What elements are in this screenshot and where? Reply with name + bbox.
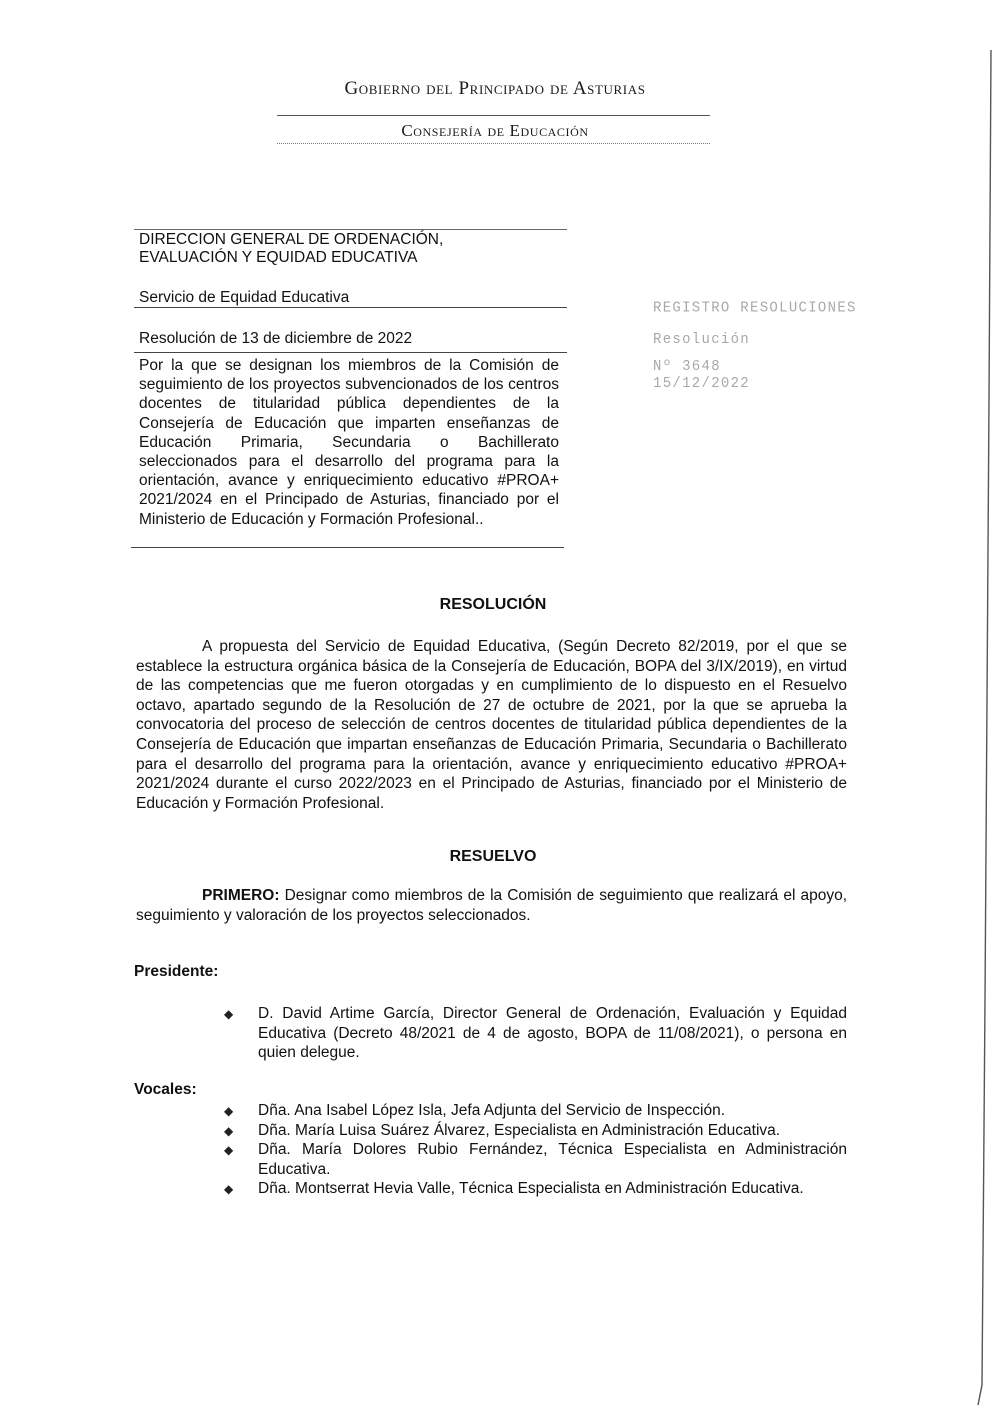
vocales-list [224, 1101, 847, 1199]
member-text: Dña. María Luisa Suárez Álvarez, Especialista en Administración Educativa. [258, 1121, 781, 1139]
service-name: Servicio de Equidad Educativa [139, 289, 350, 306]
resolution-date: Resolución de 13 de diciembre de 2022 [139, 330, 413, 347]
stamp-type: Resolución [653, 331, 751, 349]
president-label: Presidente: [134, 963, 219, 980]
intro-text: A propuesta del Servicio de Equidad Educativa, (Según Decreto 82/2019, por el que se establece la estructura orgánica básica de la Consejería de Educación, BOPA del 3/IX/2019), en virtud de las competencias que me fueron otorgadas y en cumplimiento de lo dispuesto en el Resuelvo octavo, apartado segundo de la Resolución de 27 de octubre de 2021, por la que se aprueba la convocatoria del proceso de selección de centros docentes de titularidad pública dependientes de la Consejería de Educación que impartan enseñanzas de Educación Primaria, Secundaria o Bachillerato para el desarrollo del programa para la orientación, avance y enriquecimiento educativo #PROA+ 2021/2024 durante el curso 2022/2023 en el Principado de Asturias, financiado por el Ministerio de Educación y Formación Profesional. [136, 638, 847, 812]
stamp-date: 15/12/2022 [653, 375, 751, 393]
header-rule [131, 547, 564, 548]
stamp-registry-label: REGISTRO RESOLUCIONES [653, 299, 857, 317]
letterhead-department: Consejería de Educación [401, 121, 589, 140]
letterhead-government: Gobierno del Principado de Asturias [344, 78, 646, 99]
vocales-label: Vocales: [134, 1081, 197, 1098]
header-rule [134, 352, 567, 353]
directorate-line: DIRECCION GENERAL DE ORDENACIÓN, [139, 231, 444, 248]
directorate-line: EVALUACIÓN Y EQUIDAD EDUCATIVA [139, 249, 418, 266]
heading-resuelvo: RESUELVO [449, 848, 537, 865]
header-rule [134, 307, 567, 308]
diamond-bullet-icon: ◆ [224, 1007, 234, 1021]
list-item [224, 1140, 847, 1179]
list-item [224, 1004, 847, 1063]
resolution-subject: Por la que se designan los miembros de la Comisión de seguimiento de los proyectos subvencionados de los centros docentes de titularidad pública dependientes de la Consejería de Educación que imparten enseñanzas de Educación Primaria, Secundaria o Bachillerato seleccionados para el desarrollo del programa para la orientación, avance y enriquecimiento educativo #PROA+ 2021/2024 en el Principado de Asturias, financiado por el Ministerio de Educación y Formación Profesional.. [139, 357, 559, 528]
list-item [224, 1121, 847, 1141]
diamond-bullet-icon: ◆ [224, 1143, 234, 1158]
diamond-bullet-icon: ◆ [224, 1123, 234, 1138]
letterhead-rule [277, 143, 710, 144]
diamond-bullet-icon: ◆ [224, 1182, 234, 1197]
stamp-number: Nº 3648 [653, 358, 721, 376]
header-rule [134, 229, 567, 230]
member-text: D. David Artime García, Director General de Ordenación, Evaluación y Equidad Educativa (Decreto 48/2021 de 4 de agosto, BOPA de 11/08/2021), o persona en quien delegue. [258, 1005, 847, 1062]
primero-text: Designar como miembros de la Comisión de seguimiento que realizará el apoyo, seguimiento y valoración de los proyectos seleccionados. [136, 887, 847, 924]
list-item [224, 1179, 847, 1199]
primero-label: PRIMERO: [202, 887, 280, 904]
directorate-name [139, 231, 569, 267]
member-text: Dña. Montserrat Hevia Valle, Técnica Especialista en Administración Educativa. [258, 1180, 804, 1198]
registry-stamp [653, 300, 857, 392]
president-list [224, 1004, 847, 1063]
heading-resolucion: RESOLUCIÓN [439, 596, 547, 613]
diamond-bullet-icon: ◆ [224, 1104, 234, 1118]
primero-paragraph [136, 886, 847, 925]
intro-paragraph [136, 637, 847, 813]
member-text: Dña. Ana Isabel López Isla, Jefa Adjunta del Servicio de Inspección. [258, 1102, 726, 1119]
list-item [224, 1101, 847, 1121]
letterhead-rule [277, 115, 710, 116]
member-text: Dña. María Dolores Rubio Fernández, Técnica Especialista en Administración Educativa. [258, 1141, 847, 1178]
